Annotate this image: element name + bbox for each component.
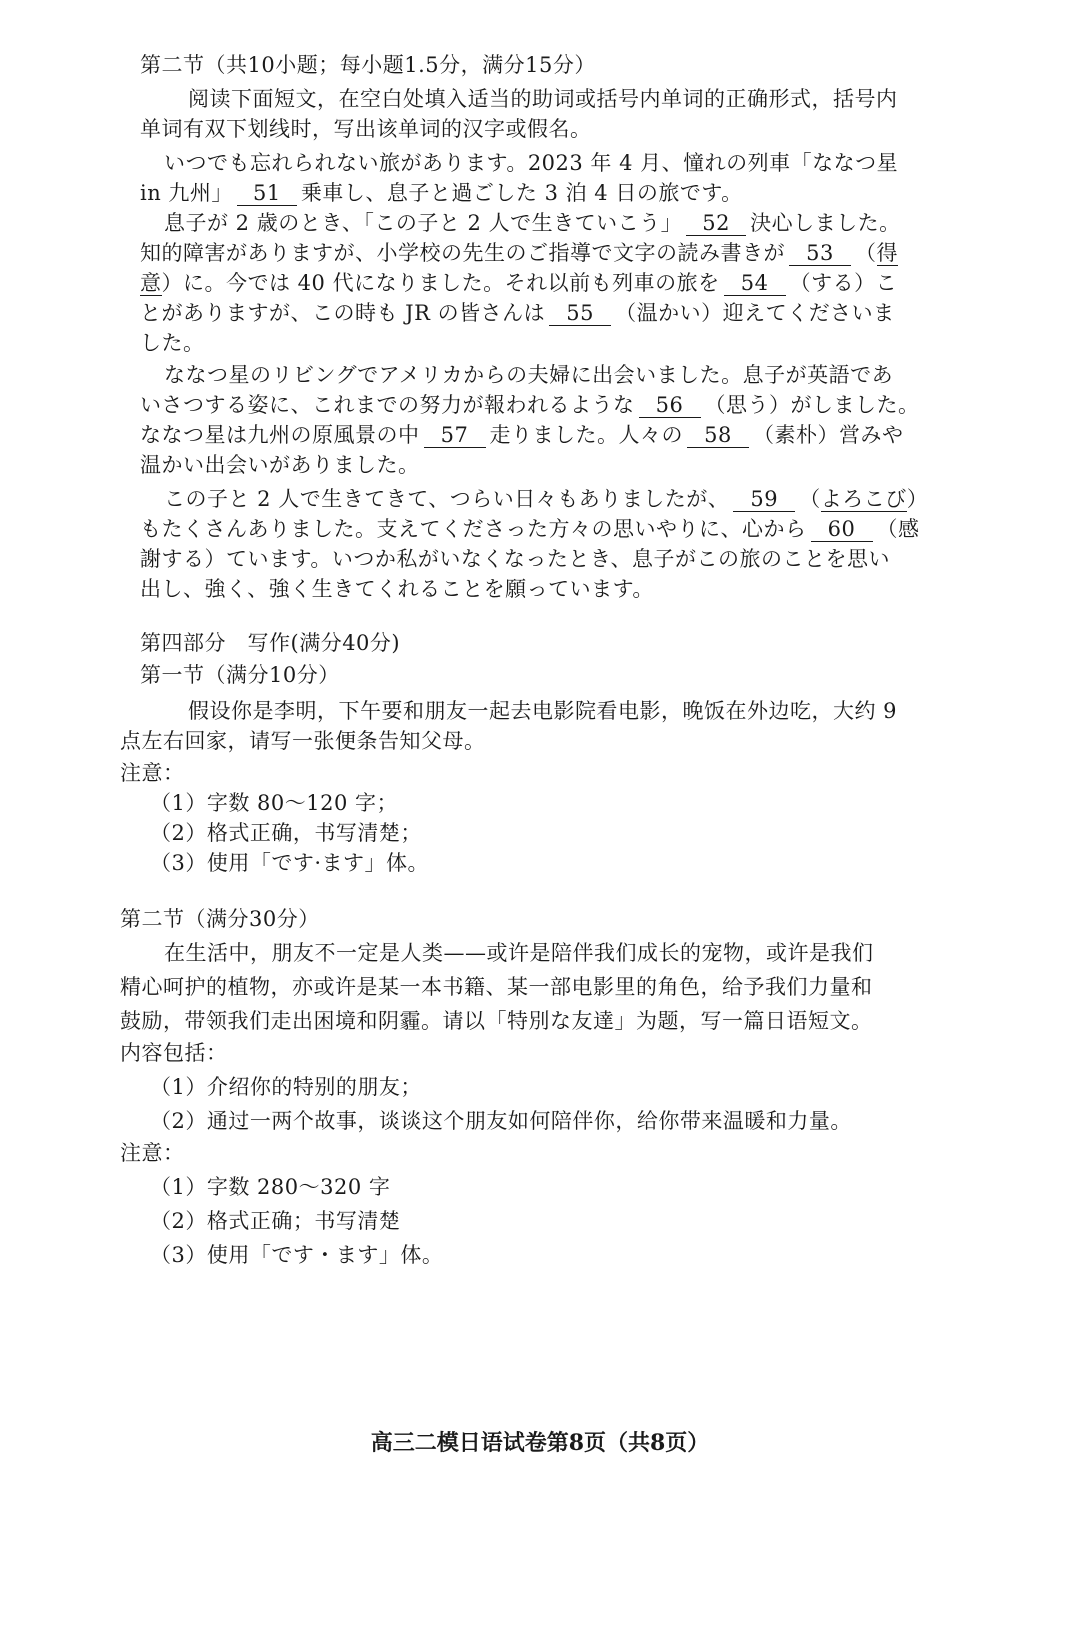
passage-line: 意）に。今では 40 代になりました。それ以前も列車の旅を 54 （する）こ: [140, 271, 898, 295]
passage-line: この子と 2 人で生きてきて、つらい日々もありましたが、 59 （よろこび）: [164, 487, 929, 511]
section-heading: 第一节（满分10分）: [140, 663, 340, 687]
passage-line: 出し、強く、強く生きてくれることを願っています。: [140, 577, 654, 601]
passage-line: 温かい出会いがありました。: [140, 453, 420, 477]
underlined-word: 意: [140, 271, 162, 295]
prompt-line: 精心呵护的植物，亦或许是某一本书籍、某一部电影里的角色，给予我们力量和: [120, 975, 873, 999]
blank-52: 52: [686, 211, 746, 236]
note-item: （1）字数 280～320 字: [150, 1175, 391, 1199]
passage-line: in 九州」 51 乗車し、息子と過ごした 3 泊 4 日の旅です。: [140, 181, 743, 205]
instruction-line: 单词有双下划线时，写出该单词的汉字或假名。: [140, 117, 592, 141]
note-item: （1）字数 80～120 字；: [150, 791, 399, 815]
passage-line: とがありますが、この時も JR の皆さんは 55 （温かい）迎えてくださいま: [140, 301, 895, 325]
note-item: （3）使用「です·ます」体。: [150, 851, 430, 875]
content-item: （1）介绍你的特别的朋友；: [150, 1075, 422, 1099]
passage-line: ななつ星は九州の原風景の中 57 走りました。人々の 58 （素朴）営みや: [140, 423, 904, 447]
part-heading: 第四部分 写作(满分40分): [140, 631, 401, 655]
blank-54: 54: [724, 271, 786, 296]
note-item: （2）格式正确，书写清楚；: [150, 821, 422, 845]
passage-line: 息子が 2 歳のとき、「この子と 2 人で生きていこう」 52 決心しました。: [164, 211, 901, 235]
passage-line: した。: [140, 331, 205, 355]
passage-line: 知的障害がありますが、小学校の先生のご指導で文字の読み書きが 53 （得: [140, 241, 898, 265]
prompt-line: 假设你是李明，下午要和朋友一起去电影院看电影，晚饭在外边吃，大约 9: [188, 699, 898, 723]
blank-53: 53: [789, 241, 851, 266]
underlined-word: よろこび: [820, 487, 907, 511]
passage-line: ななつ星のリビングでアメリカからの夫婦に出会いました。息子が英語であ: [164, 363, 894, 387]
blank-60: 60: [811, 517, 873, 542]
passage-line: いつでも忘れられない旅があります。2023 年 4 月、憧れの列車「ななつ星: [164, 151, 899, 175]
prompt-line: 在生活中，朋友不一定是人类——或许是陪伴我们成长的宠物，或许是我们: [164, 941, 874, 965]
passage-line: もたくさんありました。支えてくださった方々の思いやりに、心から 60 （感: [140, 517, 920, 541]
section-heading: 第二节（共10小题；每小题1.5分，满分15分）: [140, 53, 596, 77]
passage-line: 謝する）ています。いつか私がいなくなったとき、息子がこの旅のことを思い: [140, 547, 890, 571]
blank-55: 55: [549, 301, 611, 326]
blank-58: 58: [687, 423, 749, 448]
note-label: 注意：: [120, 1141, 185, 1165]
instruction-line: 阅读下面短文，在空白处填入适当的助词或括号内单词的正确形式，括号内: [188, 87, 898, 111]
section-heading: 第二节（满分30分）: [120, 907, 320, 931]
content-item: （2）通过一两个故事，谈谈这个朋友如何陪伴你，给你带来温暖和力量。: [150, 1109, 852, 1133]
blank-51: 51: [237, 181, 297, 206]
note-item: （2）格式正确；书写清楚: [150, 1209, 401, 1233]
prompt-line: 鼓励，带领我们走出困境和阴霾。请以「特別な友達」为题，写一篇日语短文。: [120, 1009, 873, 1033]
blank-57: 57: [424, 423, 486, 448]
blank-56: 56: [639, 393, 701, 418]
page-footer: 高三二模日语试卷第8页（共8页）: [370, 1430, 710, 1456]
passage-line: いさつする姿に、これまでの努力が報われるような 56 （思う）がしました。: [140, 393, 920, 417]
blank-59: 59: [733, 487, 795, 512]
prompt-line: 点左右回家，请写一张便条告知父母。: [120, 729, 486, 753]
underlined-word: 得: [876, 241, 898, 265]
note-item: （3）使用「です・ます」体。: [150, 1243, 444, 1267]
content-label: 内容包括：: [120, 1041, 228, 1065]
note-label: 注意：: [120, 761, 185, 785]
